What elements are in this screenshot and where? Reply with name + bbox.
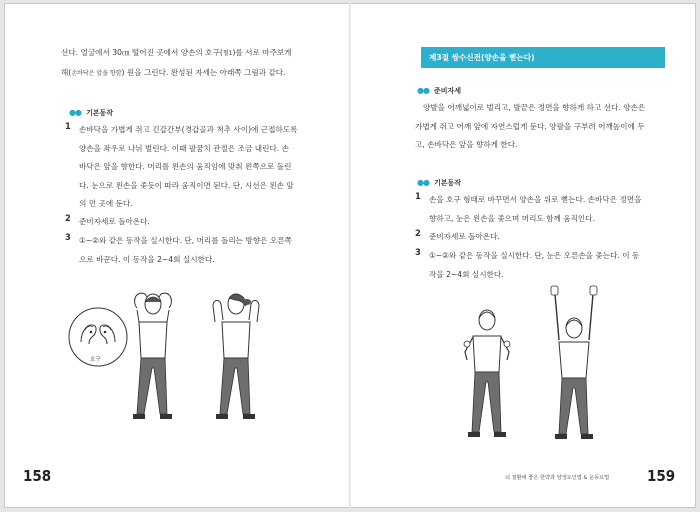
right-section-title: 기본동작 bbox=[433, 179, 462, 187]
intro-text-c: 해( bbox=[61, 67, 72, 77]
step-number: 2 bbox=[415, 228, 421, 238]
step-number: 1 bbox=[65, 121, 71, 131]
intro-reference: 혈1 bbox=[222, 50, 233, 57]
step-line: 으로 바꾼다. 이 동작을 2~4회 실시한다. bbox=[79, 254, 215, 264]
right-section-heading bbox=[417, 178, 461, 188]
step-text bbox=[79, 232, 292, 269]
prep-section-heading bbox=[417, 86, 461, 96]
intro-line-1 bbox=[61, 44, 292, 64]
step-line: 작을 2~4회 실시한다. bbox=[429, 269, 504, 279]
intro-text-a: 선다. 얼굴에서 30㎝ 떨어진 곳에서 양손의 호구( bbox=[61, 48, 223, 57]
intro-note: 손바닥은 앞을 향함 bbox=[71, 69, 122, 77]
step-number: 1 bbox=[415, 191, 421, 201]
step-text bbox=[429, 228, 500, 247]
step-line: 바닥은 앞을 향한다. 머리를 왼손의 움직임에 맞춰 왼쪽으로 돌린 bbox=[79, 162, 292, 171]
intro-paragraph bbox=[61, 44, 292, 83]
left-page-number: 158 bbox=[23, 467, 52, 485]
prep-section-title: 준비자세 bbox=[433, 87, 462, 95]
arms-raised-figure-icon bbox=[541, 286, 607, 444]
bullet-dots-icon: ●● bbox=[417, 86, 429, 95]
right-page bbox=[353, 4, 697, 509]
step-line: 양손을 좌우로 나뉘 벌린다. 이때 팔꿈치 관절은 조금 내린다. 손 bbox=[79, 143, 289, 153]
step-line: 다. 눈으로 왼손을 좇듯이 따라 움직이면 된다. 단, 시선은 왼손 앞 bbox=[79, 180, 294, 190]
running-footer: 뇌 질환에 좋은 한약과 양생도인법 & 운동요법 bbox=[505, 475, 610, 481]
step-text bbox=[79, 213, 150, 232]
step-line: 준비자세로 돌아온다. bbox=[429, 232, 500, 241]
left-page bbox=[5, 4, 351, 509]
prep-line: 고, 손바닥은 앞을 향하게 한다. bbox=[415, 140, 518, 149]
chapter-section-banner: 제3절 쌍수신전(양손을 뻗는다) bbox=[421, 47, 665, 68]
step-line: ①~②와 같은 동작을 실시한다. 단, 머리를 돌리는 방향은 오른쪽 bbox=[79, 236, 292, 245]
step-line: 손바닥을 가볍게 쥐고 긴갑간부(경갑골과 척추 사이)에 근접하도록 bbox=[79, 125, 298, 134]
left-section-title: 기본동작 bbox=[85, 109, 114, 117]
bullet-dots-icon: ●● bbox=[417, 178, 429, 187]
exercise-figure-front-icon bbox=[123, 286, 183, 426]
step-line: 손을 호구 형태로 바꾸면서 양손을 위로 뻗는다. 손바닥은 정면을 bbox=[429, 195, 642, 204]
step-text bbox=[429, 247, 639, 284]
step-text bbox=[79, 121, 297, 214]
bullet-dots-icon: ●● bbox=[69, 108, 81, 117]
prep-line: 가볍게 쥐고 어깨 앞에 자연스럽게 둔다. 양팔을 구부려 어깨높이에 두 bbox=[415, 121, 645, 131]
prep-line: 양발을 어깨넓이로 벌리고, 발끝은 정면을 향하게 하고 선다. 양손은 bbox=[423, 103, 646, 112]
exercise-figure-side-icon bbox=[205, 286, 267, 426]
intro-text-b: )를 서로 마주보게 bbox=[232, 48, 292, 57]
prep-paragraph bbox=[415, 99, 646, 155]
left-section-heading bbox=[69, 108, 113, 118]
book-gutter bbox=[349, 3, 351, 508]
intro-text-d: ) 원을 그린다. 완성된 자세는 아래쪽 그림과 같다. bbox=[121, 67, 286, 77]
step-number: 3 bbox=[65, 232, 71, 242]
step-number: 3 bbox=[415, 247, 421, 257]
right-page-number: 159 bbox=[647, 467, 676, 485]
step-line: 준비자세로 돌아온다. bbox=[79, 217, 150, 226]
intro-line-2 bbox=[61, 64, 292, 84]
step-line: 향하고, 눈은 왼손을 좇으며 머리도 함께 움직인다. bbox=[429, 213, 596, 223]
step-text bbox=[429, 191, 641, 228]
inset-label: 호구 bbox=[90, 357, 101, 363]
step-number: 2 bbox=[65, 213, 71, 223]
prep-pose-figure-icon bbox=[457, 304, 517, 444]
step-line: 의 먼 곳에 둔다. bbox=[79, 199, 133, 208]
step-line: ①~②와 같은 동작을 실시한다. 단, 눈은 오른손을 좇는다. 이 동 bbox=[429, 251, 640, 260]
